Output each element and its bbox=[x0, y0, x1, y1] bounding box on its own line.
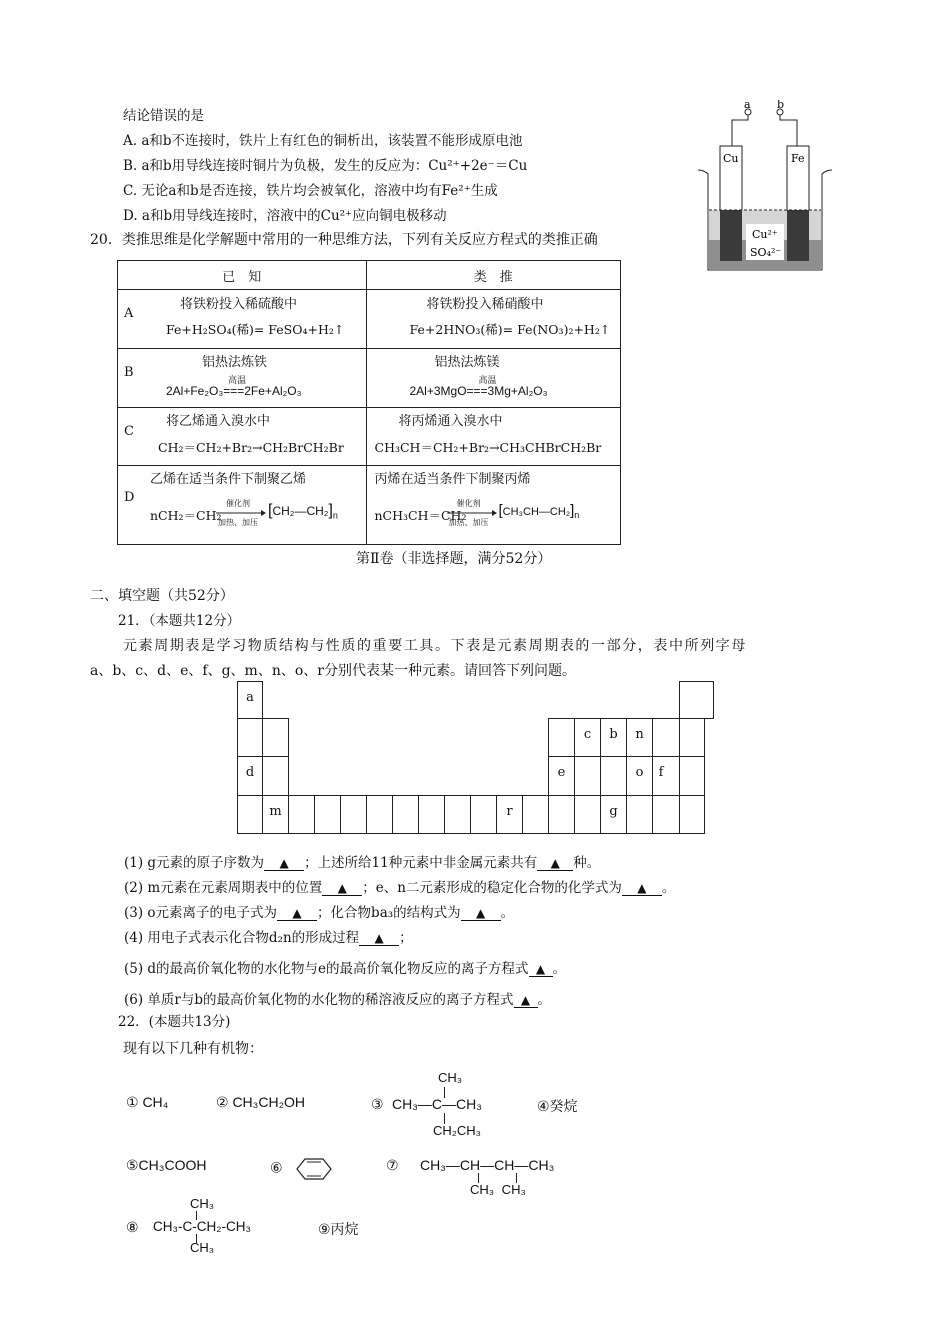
q21-question-3: (3) o元素离子的电子式为 ▲ ；化合物ba₃的结构式为 ▲ 。 bbox=[124, 905, 515, 921]
q21-question-5: (5) d的最高价氧化物的水化物与e的最高价氧化物反应的离子方程式 ▲ 。 bbox=[124, 961, 567, 977]
compound-9: ⑨丙烷 bbox=[318, 1221, 359, 1237]
element-cell bbox=[548, 795, 575, 834]
element-cell-r: r bbox=[496, 795, 523, 834]
element-cell bbox=[366, 795, 393, 834]
row-label: C bbox=[124, 424, 134, 439]
element-cell bbox=[314, 795, 341, 834]
q21-intro-line2: a、b、c、d、e、f、g、m、n、o、r分别代表某一种元素。请回答下列问题。 bbox=[90, 663, 576, 679]
compound-4: ④癸烷 bbox=[537, 1098, 578, 1114]
element-cell bbox=[574, 756, 601, 796]
condition-label: 加热、加压 bbox=[218, 518, 258, 527]
known-equation: nCH₂＝CH₂ bbox=[150, 508, 222, 523]
element-cell bbox=[522, 795, 549, 834]
table-row bbox=[118, 466, 621, 545]
element-cell bbox=[679, 795, 705, 834]
analogy-title: 铝热法炼镁 bbox=[434, 355, 500, 370]
q21-question-4: (4) 用电子式表示化合物d₂n的形成过程 ▲ ； bbox=[124, 930, 413, 946]
element-cell bbox=[262, 756, 289, 796]
benzene-ring-icon bbox=[296, 1157, 332, 1181]
element-cell bbox=[444, 795, 471, 834]
reaction-condition: 高温 bbox=[228, 376, 247, 386]
known-title: 乙烯在适当条件下制聚乙烯 bbox=[150, 472, 307, 487]
compound-6: ⑥ bbox=[270, 1157, 332, 1181]
arrow-icon bbox=[447, 510, 497, 516]
reaction-condition: 高温 bbox=[478, 376, 497, 386]
element-cell-f: f bbox=[652, 756, 680, 796]
condition-label: 加热、加压 bbox=[448, 518, 489, 527]
q21-intro-line1: 元素周期表是学习物质结构与性质的重要工具。下表是元素周期表的一部分，表中所列字母 bbox=[123, 638, 747, 654]
row-label: D bbox=[124, 490, 135, 505]
sulfate-ion-label: SO₄²⁻ bbox=[750, 246, 782, 259]
row-label: B bbox=[124, 365, 134, 380]
element-cell-n: n bbox=[626, 718, 653, 757]
analogy-title: 将铁粉投入稀硝酸中 bbox=[426, 297, 544, 312]
q19-option-c: C. 无论a和b是否连接，铁片均会被氧化，溶液中均有Fe²⁺生成 bbox=[123, 183, 498, 199]
terminal-b-label: b bbox=[777, 100, 785, 111]
element-cell-d: d bbox=[237, 756, 263, 796]
element-cell bbox=[679, 681, 714, 719]
polymer-product: $[CH_2—CH_2]_n$ bbox=[268, 502, 338, 521]
answer-blank: ▲ bbox=[277, 906, 317, 921]
analogy-table bbox=[117, 260, 621, 545]
analogy-equation: Fe+2HNO₃(稀)= Fe(NO₃)₂+H₂↑ bbox=[409, 322, 611, 337]
element-cell-g: g bbox=[600, 795, 627, 834]
element-cell-m: m bbox=[262, 795, 289, 834]
row-label: A bbox=[124, 306, 134, 321]
analogy-title: 将丙烯通入溴水中 bbox=[398, 414, 503, 429]
cu-ion-label: Cu²⁺ bbox=[752, 228, 778, 241]
analogy-equation: 2Al+3MgO===3Mg+Al₂O₃ bbox=[409, 384, 548, 398]
compound-2: ② CH₃CH₂OH bbox=[216, 1094, 306, 1110]
known-equation: CH₂＝CH₂+Br₂→CH₂BrCH₂Br bbox=[158, 440, 344, 455]
q22-head: 22．(本题共13分) bbox=[118, 1014, 231, 1030]
compound-5: ⑤CH₃COOH bbox=[126, 1157, 207, 1173]
q20-stem: 20．类推思维是化学解题中常用的一种思维方法，下列有关反应方程式的类推正确 bbox=[90, 232, 598, 248]
element-cell bbox=[652, 718, 680, 757]
table-row bbox=[118, 408, 621, 466]
answer-blank: ▲ bbox=[322, 881, 362, 896]
element-cell-o: o bbox=[626, 756, 653, 796]
catalyst-label: 催化剂 bbox=[456, 499, 481, 508]
analogy-equation: nCH₃CH＝CH₂ bbox=[374, 508, 467, 523]
answer-blank: ▲ bbox=[537, 856, 573, 871]
q21-head: 21．（本题共12分） bbox=[118, 613, 241, 629]
element-cell bbox=[574, 795, 601, 834]
answer-blank: ▲ bbox=[622, 881, 662, 896]
q21-question-1: (1) g元素的原子序数为 ▲ ；上述所给11种元素中非金属元素共有 ▲ 种。 bbox=[124, 855, 601, 871]
known-equation: 2Al+Fe₂O₃===2Fe+Al₂O₃ bbox=[166, 384, 302, 398]
answer-blank: ▲ bbox=[264, 856, 304, 871]
q19-option-a: A. a和b不连接时，铁片上有红色的铜析出，该装置不能形成原电池 bbox=[123, 133, 523, 149]
element-cell bbox=[548, 718, 575, 757]
arrow-icon bbox=[216, 510, 266, 516]
known-title: 将铁粉投入稀硫酸中 bbox=[180, 297, 298, 312]
known-title: 铝热法炼铁 bbox=[202, 355, 268, 370]
known-equation: Fe+H₂SO₄(稀)= FeSO₄+H₂↑ bbox=[166, 322, 345, 337]
element-cell bbox=[418, 795, 445, 834]
answer-blank: ▲ bbox=[461, 906, 501, 921]
element-cell bbox=[288, 795, 315, 834]
element-cell bbox=[652, 795, 680, 834]
answer-blank: ▲ bbox=[529, 962, 553, 977]
answer-blank: ▲ bbox=[359, 931, 399, 946]
analogy-title: 丙烯在适当条件下制聚丙烯 bbox=[374, 472, 531, 487]
analogy-equation: CH₃CH＝CH₂+Br₂→CH₃CHBrCH₂Br bbox=[374, 440, 602, 455]
element-cell-c: c bbox=[574, 718, 601, 757]
element-cell bbox=[340, 795, 367, 834]
table-row bbox=[118, 349, 621, 408]
terminal-a-label: a bbox=[744, 100, 751, 111]
table-row bbox=[118, 290, 621, 349]
q19-option-d: D. a和b用导线连接时，溶液中的Cu²⁺应向铜电极移动 bbox=[123, 208, 447, 224]
part2-title: 第Ⅱ卷（非选择题，满分52分） bbox=[356, 551, 552, 567]
element-cell-b: b bbox=[600, 718, 627, 757]
catalyst-label: 催化剂 bbox=[226, 499, 250, 508]
element-cell bbox=[679, 756, 705, 796]
element-cell-e: e bbox=[548, 756, 575, 796]
header-known: 已 知 bbox=[118, 261, 367, 290]
element-cell bbox=[600, 756, 627, 796]
element-cell bbox=[679, 718, 705, 757]
element-cell bbox=[237, 718, 263, 757]
compound-1: ① CH₄ bbox=[126, 1094, 169, 1110]
polymer-product: $[CH_3CH—CH_2]_n$ bbox=[498, 502, 580, 521]
q19-option-b: B. a和b用导线连接时铜片为负极，发生的反应为：Cu²⁺+2e⁻＝Cu bbox=[123, 158, 528, 174]
q22-intro: 现有以下几种有机物： bbox=[123, 1041, 263, 1057]
galvanic-cell-figure bbox=[694, 100, 834, 275]
q21-question-2: (2) m元素在元素周期表中的位置 ▲ ；e、n二元素形成的稳定化合物的化学式为 ▲ 。 bbox=[124, 880, 676, 896]
element-cell bbox=[626, 795, 653, 834]
q19-stem-tail: 结论错误的是 bbox=[123, 108, 204, 124]
element-cell bbox=[470, 795, 497, 834]
known-title: 将乙烯通入溴水中 bbox=[166, 414, 271, 429]
section-heading: 二、填空题（共52分） bbox=[90, 588, 234, 604]
element-cell bbox=[237, 795, 263, 834]
element-cell-a: a bbox=[237, 681, 263, 719]
cu-electrode-label: Cu bbox=[723, 152, 739, 165]
element-cell bbox=[392, 795, 419, 834]
answer-blank: ▲ bbox=[514, 993, 538, 1008]
element-cell bbox=[262, 718, 289, 757]
fe-electrode-label: Fe bbox=[791, 152, 805, 165]
header-analogy: 类 推 bbox=[366, 261, 621, 290]
q21-question-6: (6) 单质r与b的最高价氧化物的水化物的稀溶液反应的离子方程式 ▲ 。 bbox=[124, 992, 552, 1008]
